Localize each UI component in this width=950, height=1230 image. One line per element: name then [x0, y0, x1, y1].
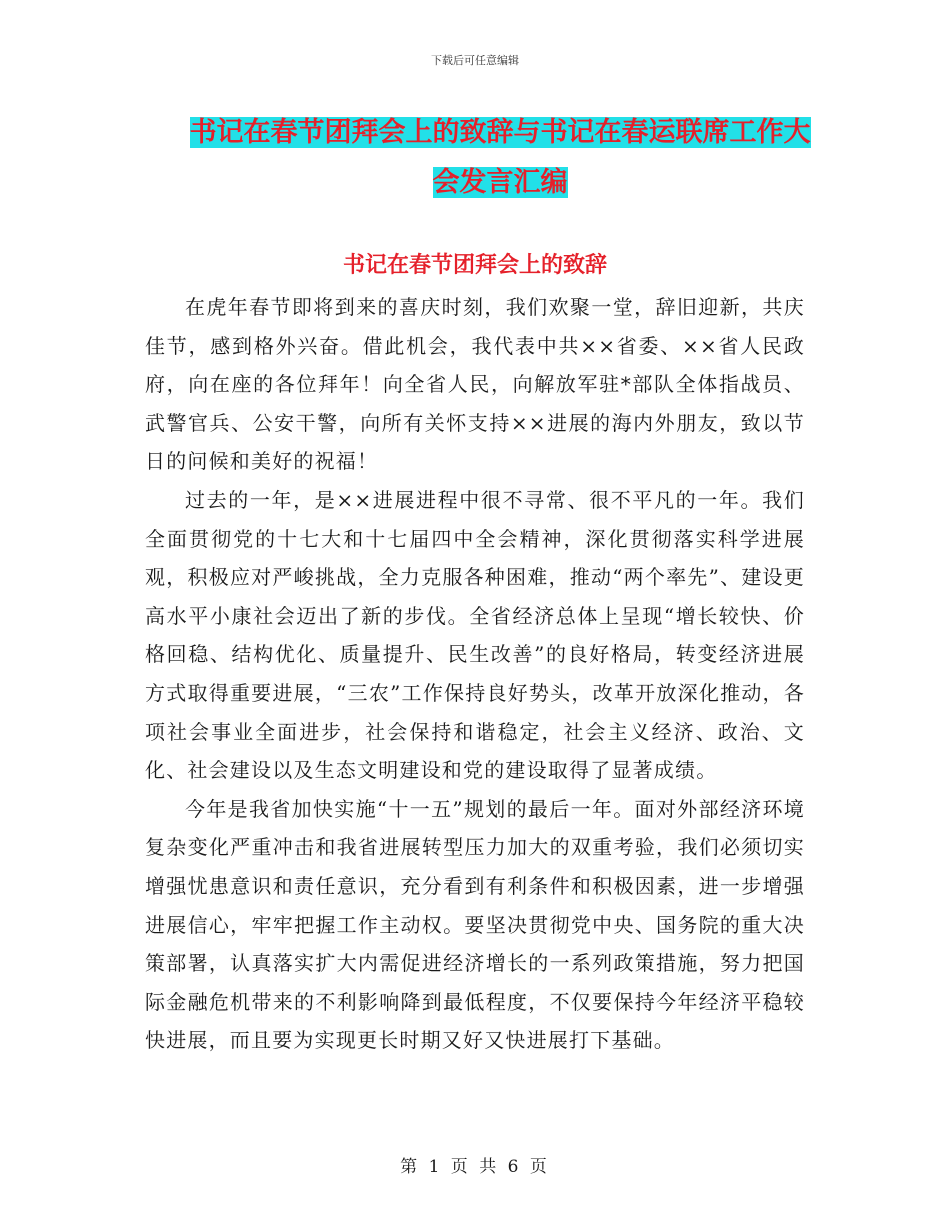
document-title-line2: 会发言汇编 [432, 167, 568, 198]
paragraph-3: 今年是我省加快实施“十一五”规划的最后一年。面对外部经济环境复杂变化严重冲击和我省进展转型压力加大的双重考验，我们必须切实增强忧患意识和责任意识，充分看到有利条件和积极因素，进一步增强进展信心，牢牢把握工作主动权。要坚决贯彻党中央、国务院的重大决策部署，认真落实扩大内需促进经济增长的一系列政策措施，努力把国际金融危机带来的不利影响降到最低程度，不仅要保持今年经济平稳较快进展，而且要为实现更长时期又好又快进展打下基础。 [145, 796, 805, 1053]
section-title: 书记在春节团拜会上的致辞 [342, 252, 607, 278]
paragraph-1: 在虎年春节即将到来的喜庆时刻，我们欢聚一堂，辞旧迎新，共庆佳节，感到格外兴奋。借此机会，我代表中共××省委、××省人民政府，向在座的各位拜年！向全省人民，向解放军驻*部队全体指战员、武警官兵、公安干警，向所有关怀支持××进展的海内外朋友，致以节日的问候和美好的祝福！ [145, 295, 805, 474]
paragraph-2: 过去的一年，是××进展进程中很不寻常、很不平凡的一年。我们全面贯彻党的十七大和十七届四中全会精神，深化贯彻落实科学进展观，积极应对严峻挑战，全力克服各种困难，推动“两个率先”、建设更高水平小康社会迈出了新的步伐。全省经济总体上呈现“增长较快、价格回稳、结构优化、质量提升、民生改善”的良好格局，转变经济进展方式取得重要进展，“三农”工作保持良好势头，改革开放深化推动，各项社会事业全面进步，社会保持和谐稳定，社会主义经济、政治、文化、社会建设以及生态文明建设和党的建设取得了显著成绩。 [145, 487, 805, 783]
document-body [145, 288, 805, 1060]
page-number: 第 1 页 共 6 页 [400, 1157, 550, 1177]
page-header-note: 下载后可任意编辑 [431, 54, 519, 67]
document-title [120, 108, 880, 208]
document-title-line1: 书记在春节团拜会上的致辞与书记在春运联席工作大 [189, 117, 811, 148]
